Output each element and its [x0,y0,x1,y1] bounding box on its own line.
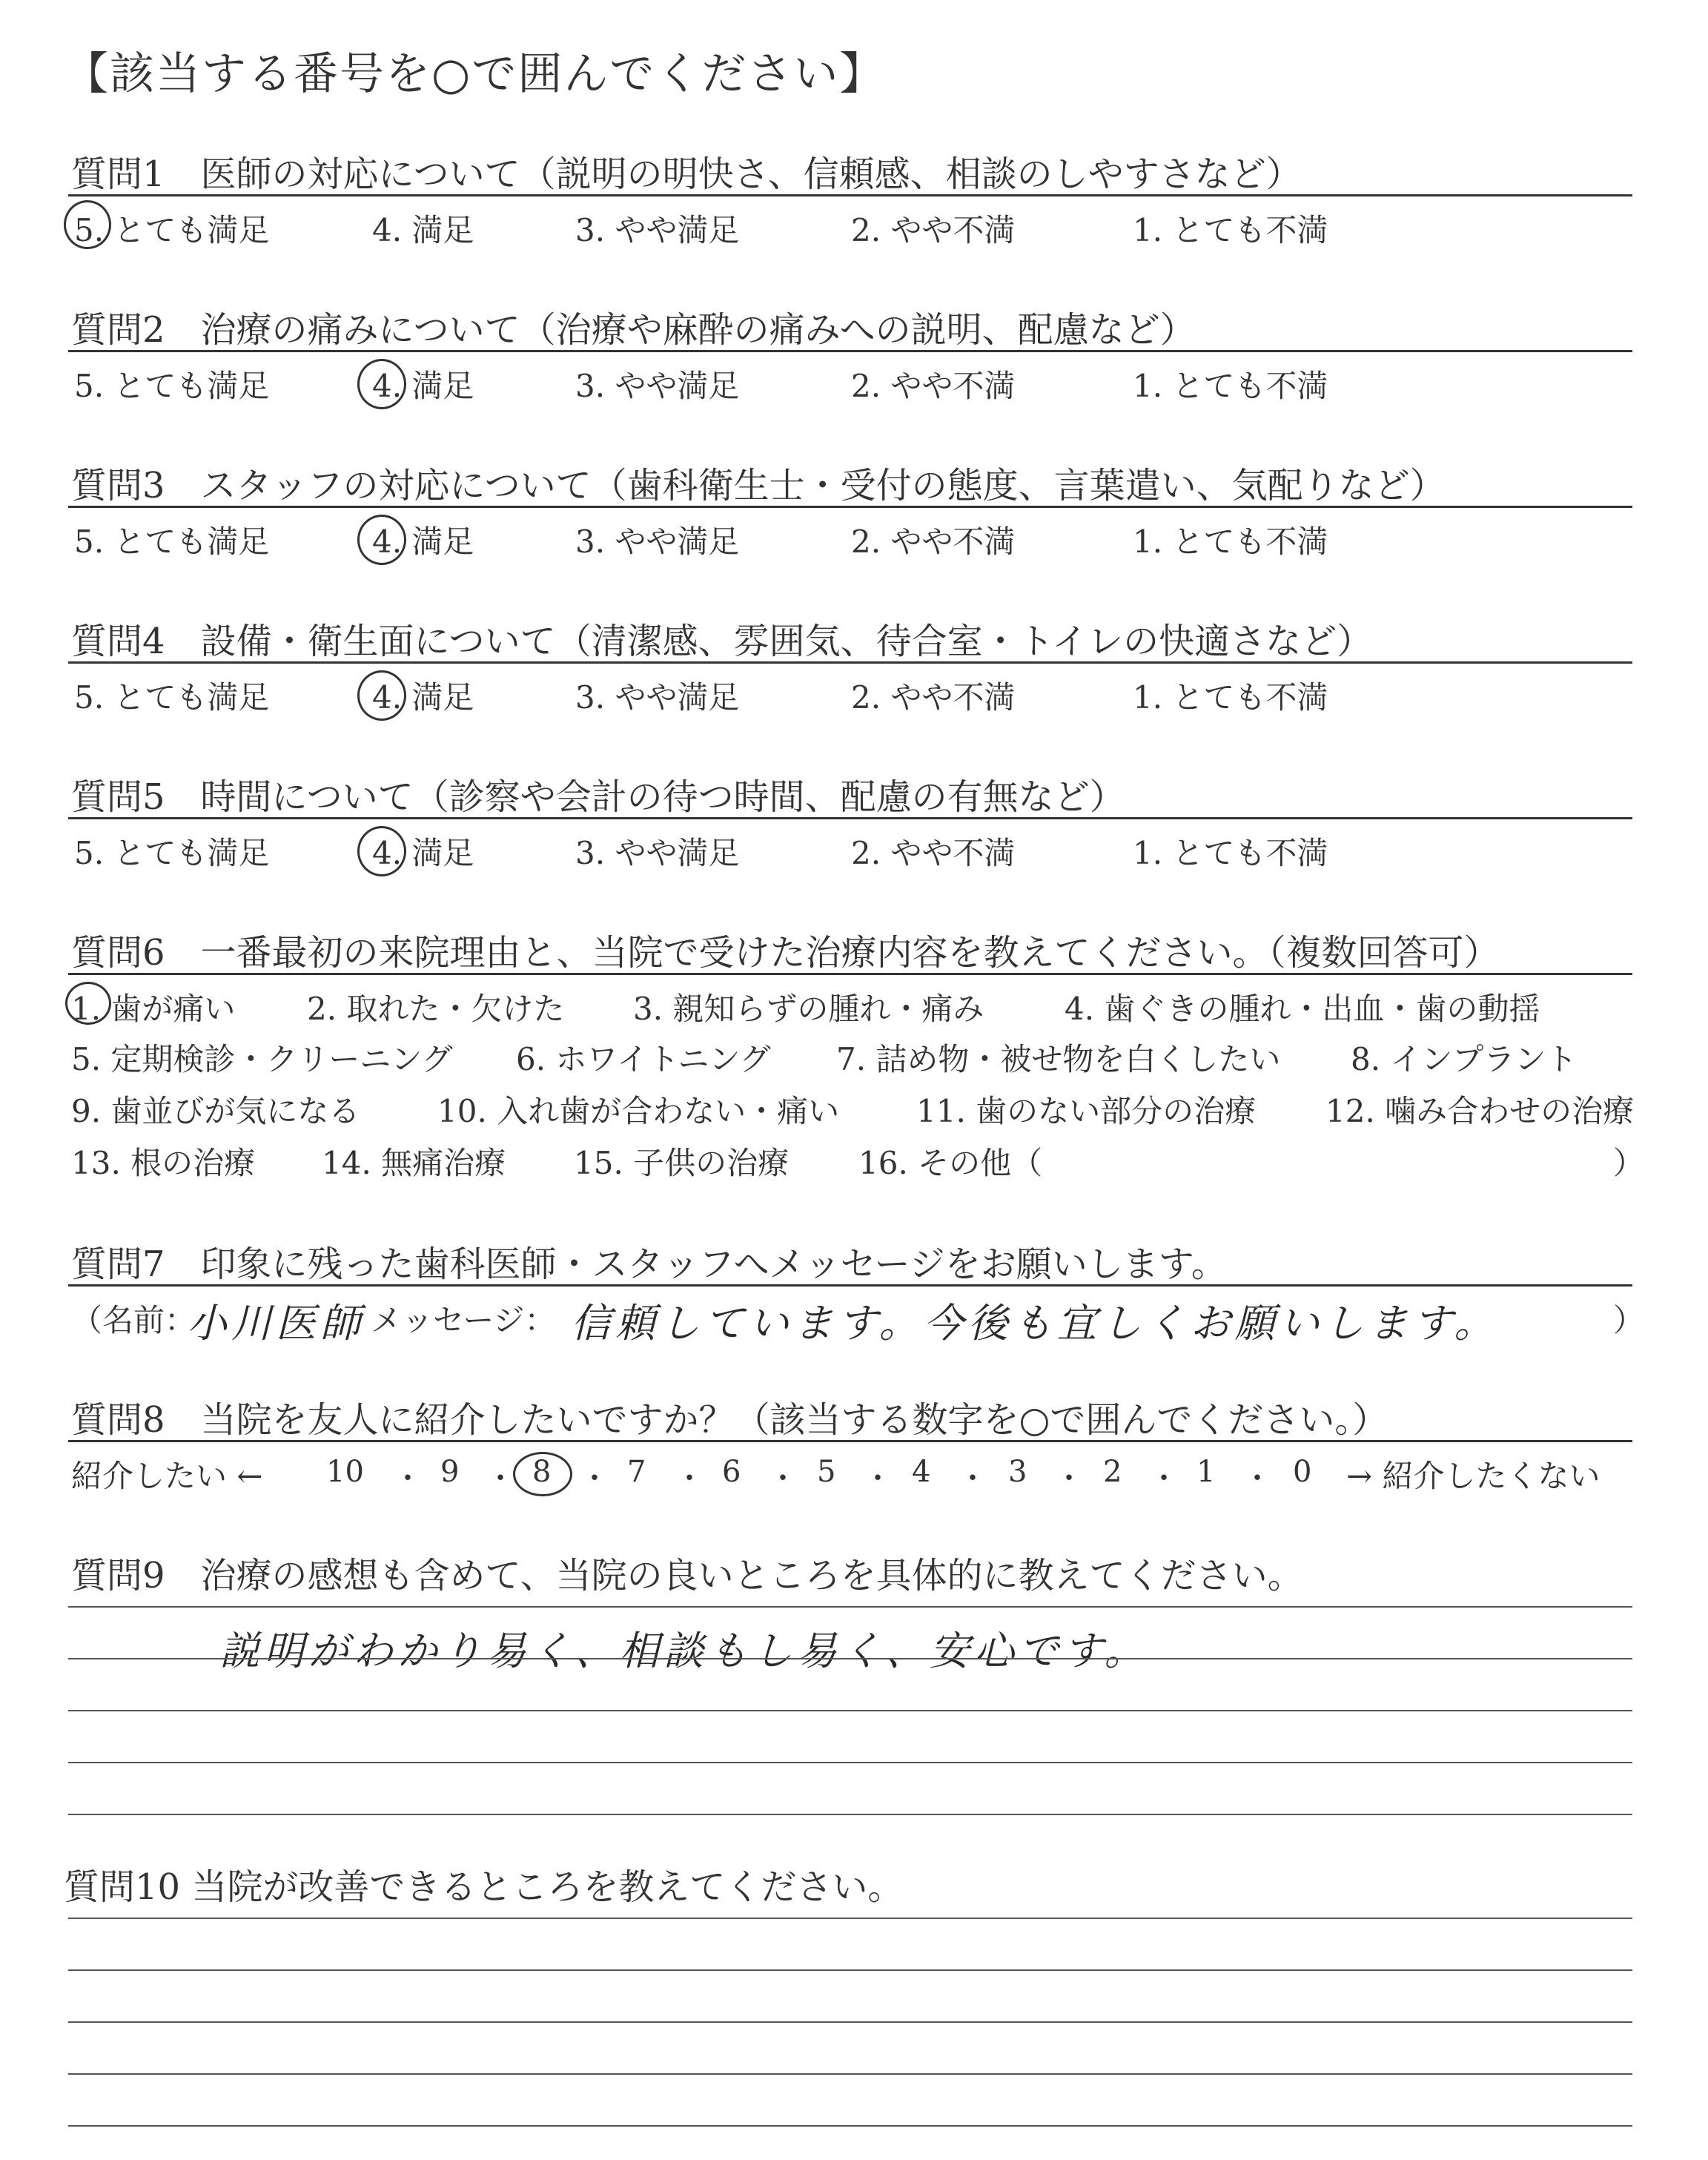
scale-dot: ・ [863,1462,893,1496]
q1-option-3[interactable]: 3. やや満足 [575,212,740,248]
question-7-title: 質問7 印象に残った歯科医師・スタッフへメッセージをお願いします。 [71,1244,1227,1285]
q7-message-handwritten[interactable]: 信頼しています。今後も宜しくお願いします。 [571,1300,1499,1347]
q5-option-1[interactable]: 1. とても不満 [1133,835,1328,871]
q8-scale-8[interactable]: 8 [532,1455,552,1489]
writing-line [68,2021,1632,2023]
q9-answer-handwritten[interactable]: 説明がわかり易く、相談もし易く、安心です。 [219,1628,1149,1674]
selection-circle [64,200,111,249]
q7-name-handwritten[interactable]: 小川医師 [187,1300,365,1347]
q8-scale-6[interactable]: 6 [722,1455,741,1489]
q3-option-3[interactable]: 3. やや満足 [575,524,740,560]
q6-option-4[interactable]: 4. 歯ぐきの腫れ・出血・歯の動揺 [1065,991,1540,1027]
writing-line [68,2125,1632,2127]
scale-dot: ・ [1149,1462,1179,1496]
q6-other-close-paren: ） [1613,1145,1645,1181]
question-6-title: 質問6 一番最初の来院理由と、当院で受けた治療内容を教えてください。（複数回答可） [71,932,1500,974]
question-1-title: 質問1 医師の対応について（説明の明快さ、信頼感、相談のしやすさなど） [71,153,1302,195]
q1-option-5[interactable]: 5. とても満足 [74,212,270,248]
q8-scale-0[interactable]: 0 [1293,1455,1312,1489]
question-4-rule [68,661,1632,664]
q8-scale-3[interactable]: 3 [1008,1455,1027,1489]
q6-option-2[interactable]: 2. 取れた・欠けた [307,991,565,1027]
q6-option-6[interactable]: 6. ホワイトニング [516,1041,771,1077]
q3-option-5[interactable]: 5. とても満足 [74,524,270,560]
question-4-title: 質問4 設備・衛生面について（清潔感、雰囲気、待合室・トイレの快適さなど） [71,621,1373,662]
q6-option-12[interactable]: 12. 噛み合わせの治療 [1325,1093,1635,1129]
question-2-rule [68,350,1632,352]
q6-option-1[interactable]: 1. 歯が痛い [71,991,236,1027]
q8-scale-2[interactable]: 2 [1103,1455,1122,1489]
scale-dot: ・ [1242,1462,1272,1496]
q3-option-1[interactable]: 1. とても不満 [1133,524,1328,560]
scale-dot: ・ [486,1462,515,1496]
scale-dot: ・ [580,1462,609,1496]
question-8-rule [68,1440,1632,1442]
q7-close-paren: ） [1613,1302,1645,1338]
q6-option-11[interactable]: 11. 歯のない部分の治療 [916,1093,1257,1129]
q8-scale-7[interactable]: 7 [627,1455,646,1489]
q2-option-4[interactable]: 4. 満足 [372,368,474,404]
question-10-title: 質問10 当院が改善できるところを教えてください。 [64,1866,904,1908]
writing-line [68,1918,1632,1919]
q8-right-label: → 紹介したくない [1346,1458,1601,1494]
q4-option-2[interactable]: 2. やや不満 [851,679,1016,716]
scale-dot: ・ [393,1462,423,1496]
question-5-title: 質問5 時間について（診察や会計の待つ時間、配慮の有無など） [71,776,1125,818]
q6-option-10[interactable]: 10. 入れ歯が合わない・痛い [437,1093,840,1129]
q6-option-9[interactable]: 9. 歯並びが気になる [71,1093,360,1129]
q8-left-label: 紹介したい ← [71,1458,263,1494]
scale-dot: ・ [768,1462,798,1496]
q1-option-2[interactable]: 2. やや不満 [851,212,1016,248]
q8-scale-5[interactable]: 5 [817,1455,836,1489]
q8-scale-1[interactable]: 1 [1196,1455,1216,1489]
question-2-title: 質問2 治療の痛みについて（治療や麻酔の痛みへの説明、配慮など） [71,309,1196,351]
q4-option-4[interactable]: 4. 満足 [372,679,474,716]
question-6-rule [68,973,1632,975]
writing-line [68,1969,1632,1971]
question-8-title: 質問8 当院を友人に紹介したいですか？（該当する数字を○で囲んでください。） [71,1399,1388,1441]
writing-line [68,1762,1632,1763]
q6-option-15[interactable]: 15. 子供の治療 [574,1145,790,1181]
q6-option-8[interactable]: 8. インプラント [1351,1041,1578,1077]
q1-option-1[interactable]: 1. とても不満 [1133,212,1328,248]
question-9-title: 質問9 治療の感想も含めて、当院の良いところを具体的に教えてください。 [71,1555,1303,1596]
q2-option-2[interactable]: 2. やや不満 [851,368,1016,404]
scale-dot: ・ [1054,1462,1084,1496]
writing-line [68,1710,1632,1711]
q6-option-16[interactable]: 16. その他（ [858,1145,1043,1181]
q2-option-3[interactable]: 3. やや満足 [575,368,740,404]
q6-option-5[interactable]: 5. 定期検診・クリーニング [71,1041,453,1077]
q4-option-1[interactable]: 1. とても不満 [1133,679,1328,716]
question-5-rule [68,817,1632,819]
selection-circle [357,359,406,409]
question-1-rule [68,194,1632,196]
scale-dot: ・ [675,1462,704,1496]
q3-option-2[interactable]: 2. やや不満 [851,524,1016,560]
scale-dot: ・ [958,1462,987,1496]
q4-option-5[interactable]: 5. とても満足 [74,679,270,716]
q2-option-5[interactable]: 5. とても満足 [74,368,270,404]
question-7-rule [68,1284,1632,1287]
q6-option-13[interactable]: 13. 根の治療 [71,1145,256,1181]
writing-line [68,2073,1632,2075]
q4-option-3[interactable]: 3. やや満足 [575,679,740,716]
q1-option-4[interactable]: 4. 満足 [372,212,474,248]
selection-circle [65,982,111,1025]
selection-circle [357,670,406,721]
selection-circle [357,826,406,876]
writing-line [68,1658,1632,1659]
q8-scale-9[interactable]: 9 [440,1455,460,1489]
q5-option-5[interactable]: 5. とても満足 [74,835,270,871]
page-header: 【該当する番号を○で囲んでください】 [64,48,886,100]
q7-name-label: （名前： [71,1302,196,1338]
selection-circle [357,515,406,565]
q6-option-3[interactable]: 3. 親知らずの腫れ・痛み [633,991,984,1027]
q6-option-14[interactable]: 14. 無痛治療 [322,1145,506,1181]
q5-option-4[interactable]: 4. 満足 [372,835,474,871]
selection-circle [513,1452,572,1496]
q8-scale-4[interactable]: 4 [912,1455,931,1489]
q8-scale-10[interactable]: 10 [326,1455,364,1489]
q5-option-3[interactable]: 3. やや満足 [575,835,740,871]
question-3-rule [68,506,1632,508]
writing-line [68,1814,1632,1815]
q7-message-label: メッセージ： [371,1302,556,1338]
q5-option-2[interactable]: 2. やや不満 [851,835,1016,871]
q6-option-7[interactable]: 7. 詰め物・被せ物を白くしたい [836,1041,1281,1077]
q3-option-4[interactable]: 4. 満足 [372,524,474,560]
question-3-title: 質問3 スタッフの対応について（歯科衛生士・受付の態度、言葉遣い、気配りなど） [71,465,1446,506]
writing-line [68,1606,1632,1608]
q2-option-1[interactable]: 1. とても不満 [1133,368,1328,404]
